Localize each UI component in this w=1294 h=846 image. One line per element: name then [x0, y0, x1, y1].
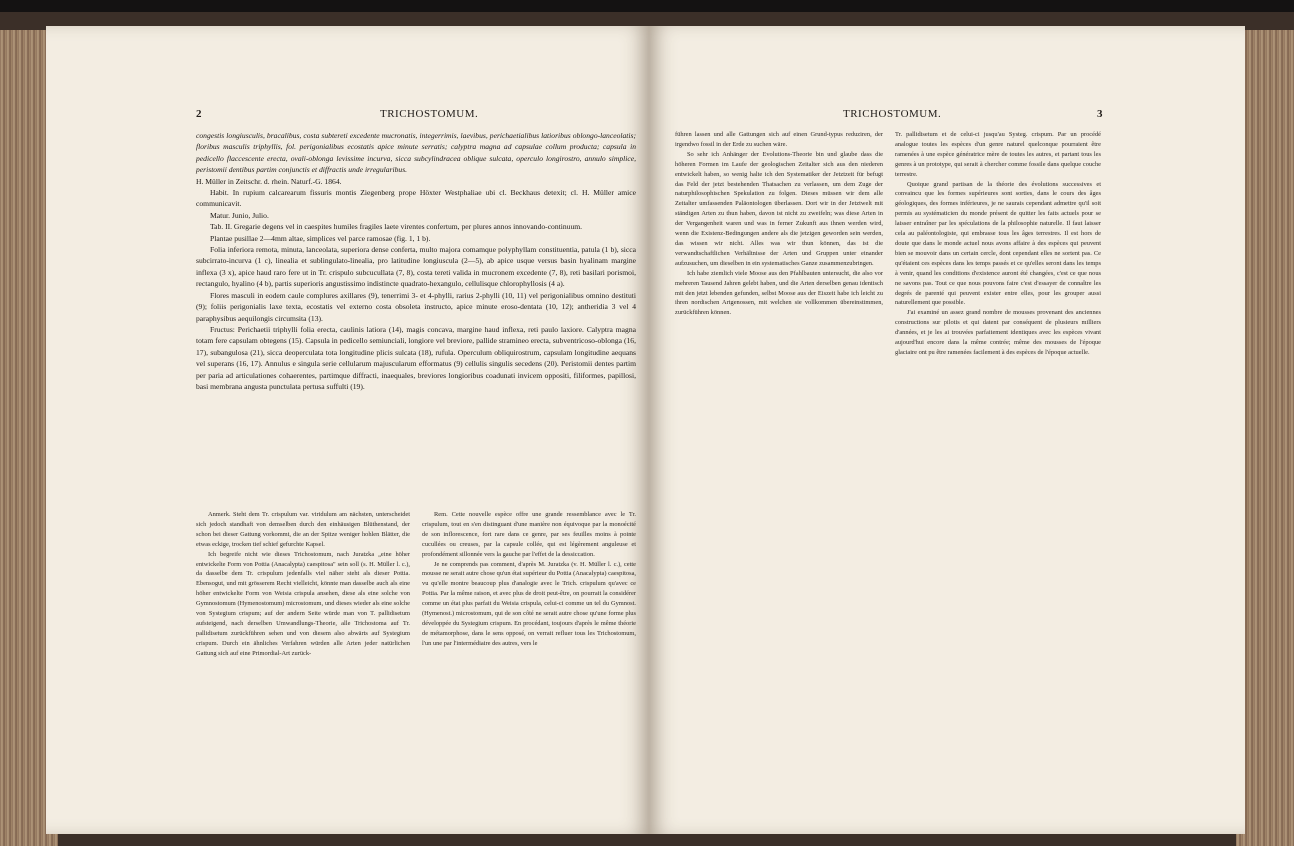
left-page: [46, 26, 649, 834]
plantae-paragraph: Plantae pusillae 2—4mm altae, simplices vel parce ramosae (fig. 1, 1 b).: [210, 233, 431, 243]
latin-description: [196, 130, 636, 392]
left-french-column: [422, 510, 636, 649]
right-german-column: [675, 130, 883, 318]
french-remark-2: Je ne comprends pas comment, d'après M. Juratzka (v. H. Müller l. c.), cette mousse ne serait autre chose qu'un état supérieur du Pottia (Anacalypta) caespitosa, vu qu'elle montre beaucoup plus d'analogie avec le Trich. crispulum qu'avec ce Pottia. Par la même raison, et avec plus de droit peut-être, on pourrait la considérer comme un état plus parfait du Weisia crispula, celui-ci comme un tel du Gymnost. (Hymenost.) microstomum, qui de son côté ne serait autre chose qu'une forme plus développée du Systegium crispum. En procédant, toujours d'après le même théorie de métamorphose, dans le sens opposé, on verrait refluer tous les Trichostomum, l'un une par l'intermédiaire des autres, vers le: [422, 560, 636, 647]
right-french-column: [895, 130, 1101, 358]
right-page: [649, 26, 1245, 834]
habitat: Habit. In rupium calcarearum fissuris montis Ziegenberg prope Höxter Westphaliae ubi cl. Beckhaus detexit; cl. H. Müller amice communicavit.: [196, 188, 636, 209]
right-page-number: 3: [1097, 108, 1103, 120]
french-para-3: J'ai examiné un assez grand nombre de mousses provenant des anciennes constructions sur pilotis et qui datent par conséquent de plusieurs milliers d'années, et je les ai trouvées parfaitement identiques avec les espèces vivant aujourd'hui encore dans la même contrée; même des mousses de l'époque glaciaire ont pu être ramenées facilement à des espèces de l'époque actuelle.: [895, 309, 1101, 356]
book-spread: [0, 12, 1294, 846]
diagnosis-text: congestis longiusculis, bracalibus, costa subtereti excedente mucronatis, integerrimis, laevibus, perichaetialibus latioribus oblongo-lanceolatis; floribus masculis triphyllis, fol. perigonialibus ecostatis apice minute serratis; calyptra magna ad capsulae collum producta; capsula in pedicello flaccescente erecta, ovali-oblonga levissime incurva, sicca subcylindracea oblique sulcata, operculo longirostro, annulo simplice, peristomii dentibus partim conjunctis et diffractis unde irregularibus.: [196, 131, 636, 175]
left-german-column: [196, 510, 410, 659]
folia-paragraph: Folia inferiora remota, minuta, lanceolata, superiora dense conferta, multo majora comamque polyphyllam constituentia, patula (1 b), sicca subcirrato-incurva (1 c), linealia et sublingulato-linealia, pro latitudine longiuscula (2—5), ab apice usque versus basin hyalinam margine inflexa (3 x), apice haud raro fere ut in Tr. crispulo subcucullata (7, 8), costa tereti valida in mucronem excedente (7, 8), reti basilari porismoi, rectangulo, hyalino (4 b), partis superioris angustissimo indistincte quadrato-hexangulo, cellulisque chlorophyllosis (4 a).: [196, 245, 636, 289]
right-running-head: TRICHOSTOMUM.: [843, 108, 942, 120]
german-para-2: So sehr ich Anhänger der Evolutions-Theorie bin und glaube dass die höheren Formen im Laufe der geologischen Zeitalter sich aus den niederen entwickelt haben, so wenig halte ich den Systematiker der Jetztzeit für befugt das Feld der jetzt bestehenden Thatsachen zu verlassen, um dem Zuge der naturphilosophischen Spekulation zu folgen. Dieses müssen wir dem alle Zeitalter umfassenden Paläontologen überlassen. Dort wir in der Jetztwelt mit ständigen Arten zu thun haben, davon ist nicht zu zweifeln; was diese Arten in der Vergangenheit waren und was in ferner Zukunft aus ihnen werden wird, wenn die Existenz-Bedingungen andere als die jetzigen geworden sein werden, das wissen wir nicht. Alles was wir thun können, das ist die verwandtschaftlichen Verhältnisse der Arten und Gruppen unter einander aufzusuchen, um dieselben in ein systematisches Ganze zusammenzubringen.: [675, 150, 883, 267]
plate-note: Tab. II. Gregarie degens vel in caespites humiles fragiles laete virentes confertum, per plures annos innovando-continuum.: [210, 222, 583, 232]
french-remark-1: Rem. Cette nouvelle espèce offre une grande ressemblance avec le Tr. crispulum, tout en s'en distinguant d'une manière non équivoque par la monoécité de son inflorescence, fort rare dans ce genre, par ses feuilles moins à pointe cucullées ou creuses, par la capsule collée, qui est légèrement anguleuse et profondément sillonnée vers la gauche par l'effet de la dessiccation.: [422, 511, 636, 558]
german-para-1: führen lassen und alle Gattungen sich auf einen Grund-typus reduziren, der irgendwo fossil in der Erde zu suchen wäre.: [675, 131, 883, 148]
fructus-paragraph: Fructus: Perichaetii triphylli folia erecta, caulinis latiora (14), magis concava, margine haud inflexa, reti paulo laxiore. Calyptra magna totam fere capsulam obtegens (15). Capsula in pedicello semiunciali, longiore vel breviore, pallide stramineo erecta, subventricoso-oblonga (16, 17), subangulosa (21), sicca deoperculata tota longitudine plicis sulcata (18), rufula. Operculum obliquirostrum, capsulam longitudine aequans vel superans (16, 17). Annulus e singula serie cellularum majuscularum efformatus (9) cellulis singulis secedens (20). Peristomii dentes partim per paria ad articulationes cohaerentes, partimque diffracti, inaequales, breviores longioribus coadunati invicem oppositi, filiformes, papillosi, basi membrana angusta punctulata pertusa suffulti (19).: [196, 324, 636, 391]
left-running-head: TRICHOSTOMUM.: [380, 108, 479, 120]
maturity: Matur. Junio, Julio.: [210, 210, 269, 220]
german-remark-2: Ich begreife nicht wie dieses Trichostomum, nach Juratzka „eine höher entwickelte Form von Pottia (Anacalypta) caespitosa" sein soll (s. H. Müller l. c.), da dasselbe dem Tr. crispulum jedenfalls viel näher steht als dieser Pottia. Ebensogut, und mit grösserem Recht vielleicht, könnte man dasselbe auch als eine höher entwickelte Form von Weisia crispula ansehen, diese als eine solche von Gymnostomum (Hymenostomum) microstomum, und dieses wieder als eine solche von Systegium crispum; auf der andern Seite würde man von T. pallidisetum aufsteigend, nach derselben Umwandlungs-Theorie, alle Trichostoma auf Tr. pallidisetum zurückführen sehen und von diesem also abwärts auf Systegium crispum. Durch ein ähnliches Verfahren würden alle Arten jeder natürlichen Gattung sich auf eine Primordial-Art zurück-: [196, 550, 410, 657]
left-page-number: 2: [196, 108, 202, 120]
french-para-1: Tr. pallidisetum et de celui-ci jusqu'au Systeg. crispum. Par un procédé analogue toutes les espèces d'un genre naturel quelconque pourraient être ramenées à une espèce génératrice mère de toutes les autres, et partant tous les genres à un prototype, qui serait à chercher comme fossile dans quelque couche terrestre.: [895, 131, 1101, 178]
flores-paragraph: Flores masculi in eodem caule complures axillares (9), tenerrimi 3- et 4-phylli, rarius 2-phylli (10, 11) vel perigonialibus omnino destituti (9); foliis perigonialis laxe texta, ecostatis vel externo costa obsoleta instructo, apice minute eroso-dentata (10, 12); antheridia 3 vel 4 paraphysibus aequilongis circumsita (13).: [196, 290, 636, 323]
french-para-2: Quoique grand partisan de la théorie des évolutions successives et convaincu que les formes supérieures sont sorties, dans le cours des âges géologiques, des formes inférieures, je ne saurais cependant admettre qu'il soit permis au systématicien du monde présent de quitter les faits actuels pour se laisser entraîner par les spéculations de la philosophie naturelle. Il faut laisser cela au paléontologiste, qui embrasse tous les âges terrestres. Il est hors de doute que dans le monde actuel nous avons affaire à des espèces qui peuvent bien se mouvoir dans un certain cercle, dont cependant elles ne sortent pas. Ce qu'étaient ces espèces dans les temps passés et ce qu'elles seront dans les temps à venir, quand les conditions d'existence auront été changées, c'est ce que nous ne savons pas. Tout ce que nous pouvons faire c'est d'essayer de connaître les degrés de parenté qui peuvent exister entre elles, pour les grouper aussi naturellement que possible.: [895, 180, 1101, 307]
german-remark-1: Anmerk. Steht dem Tr. crispulum var. viridulum am nächsten, unterscheidet sich jedoch standhaft von demselben durch den einhäusigen Blüthenstand, der schon bei dieser Gattung vorkommt, die an der Spitze weniger hohlen Blätter, die etwas eckige, trocken tief schief gefurchte Kapsel.: [196, 511, 410, 548]
german-para-3: Ich habe ziemlich viele Moose aus den Pfahlbauten untersucht, die also vor mehreren Tausend Jahren gelebt haben, und die Arten derselben genau identisch mit den jetzt lebenden gefunden, selbst Moose aus der Eiszeit habe ich leicht zu ihren nordischen Artgenossen, mit welchen sie vollkommen übereinstimmen, zurückführen können.: [675, 269, 883, 317]
citation: H. Müller in Zeitschr. d. rhein. Naturf.-G. 1864.: [196, 176, 342, 186]
